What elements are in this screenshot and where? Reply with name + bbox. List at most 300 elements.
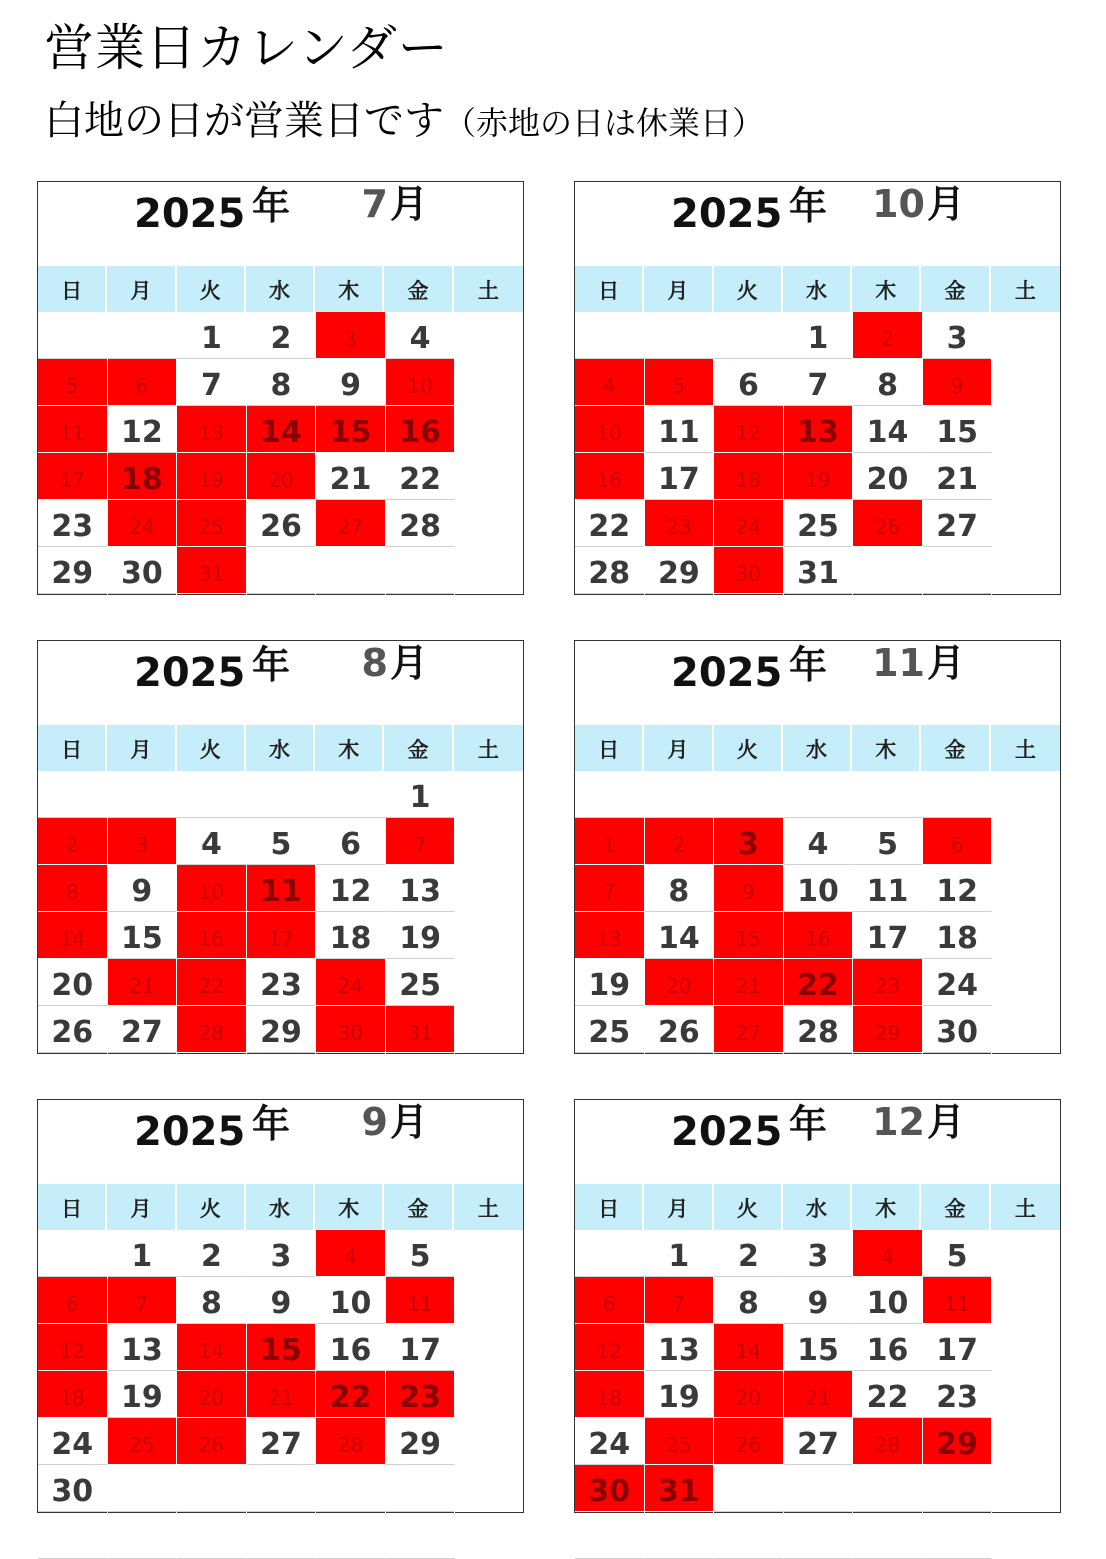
- day-cell: 29: [38, 547, 108, 594]
- weekday-label: 土: [477, 279, 499, 303]
- weekday-label: 火: [714, 725, 783, 771]
- weekday-label: 日: [575, 1184, 644, 1230]
- day-cell: 4: [784, 818, 854, 865]
- empty-cell: [247, 1512, 317, 1559]
- empty-cell: [853, 1512, 923, 1559]
- day-cell: 11: [645, 406, 715, 453]
- weekday-label: 金: [384, 725, 453, 771]
- empty-cell: [923, 771, 993, 818]
- empty-cell: [923, 594, 993, 641]
- day-cell: 5: [853, 818, 923, 865]
- weekday-label: 土: [1014, 279, 1036, 303]
- weekday-label: 金: [384, 266, 453, 312]
- empty-cell: [108, 1512, 178, 1559]
- day-cell: 23: [923, 1371, 993, 1418]
- closed-day-cell: 18: [38, 1371, 108, 1418]
- calendar-month-suffix: 月: [390, 1100, 429, 1144]
- day-cell: 19: [645, 1371, 715, 1418]
- closed-day-cell: 20: [645, 959, 715, 1006]
- empty-cell: [316, 547, 386, 594]
- calendar-year: 2025: [134, 650, 246, 696]
- weekday-label: 水: [783, 1184, 852, 1230]
- closed-day-cell: 16: [177, 912, 247, 959]
- day-cell: 18: [316, 912, 386, 959]
- closed-day-cell: 15: [316, 406, 386, 453]
- weekday-label: 木: [852, 725, 921, 771]
- empty-cell: [784, 1512, 854, 1559]
- closed-day-cell: 4: [575, 359, 645, 406]
- weekday-label: 日: [38, 1184, 107, 1230]
- closed-day-cell: 23: [853, 959, 923, 1006]
- empty-cell: [575, 1053, 645, 1100]
- weekday-label: 金: [921, 725, 990, 771]
- empty-cell: [247, 594, 317, 641]
- weekday-label: 水: [783, 725, 852, 771]
- day-cell: 19: [575, 959, 645, 1006]
- empty-cell: [38, 312, 108, 359]
- empty-cell: [177, 1512, 247, 1559]
- calendar-month: 10: [872, 182, 925, 226]
- day-cell: 13: [386, 865, 456, 912]
- closed-day-cell: 30: [316, 1006, 386, 1053]
- day-cell: 5: [923, 1230, 993, 1277]
- closed-day-cell: 24: [316, 959, 386, 1006]
- day-cell: 13: [645, 1324, 715, 1371]
- day-cell: 5: [247, 818, 317, 865]
- day-cell: 20: [853, 453, 923, 500]
- closed-day-cell: 2: [38, 818, 108, 865]
- day-cell: 9: [247, 1277, 317, 1324]
- empty-cell: [853, 1053, 923, 1100]
- day-cell: 19: [108, 1371, 178, 1418]
- page-title: 営業日カレンダー: [44, 19, 449, 77]
- closed-day-cell: 16: [386, 406, 456, 453]
- closed-day-cell: 16: [575, 453, 645, 500]
- empty-cell: [38, 1230, 108, 1277]
- weekday-header-row: [38, 266, 523, 312]
- empty-cell: [38, 771, 108, 818]
- closed-day-cell: 6: [575, 1277, 645, 1324]
- day-cell: 28: [386, 500, 456, 547]
- day-cell: 27: [247, 1418, 317, 1465]
- day-cell: 30: [38, 1465, 108, 1512]
- day-cell: 22: [575, 500, 645, 547]
- day-grid: [575, 771, 1060, 1100]
- day-cell: 2: [177, 1230, 247, 1277]
- calendar-month: 11: [872, 641, 925, 685]
- weekday-label: 水: [246, 1184, 315, 1230]
- closed-day-cell: 27: [714, 1006, 784, 1053]
- empty-cell: [853, 547, 923, 594]
- closed-day-cell: 20: [714, 1371, 784, 1418]
- closed-day-cell: 9: [923, 359, 993, 406]
- day-cell: 29: [386, 1418, 456, 1465]
- day-cell: 6: [714, 359, 784, 406]
- closed-day-cell: 13: [177, 406, 247, 453]
- day-cell: 13: [108, 1324, 178, 1371]
- day-cell: 9: [316, 359, 386, 406]
- closed-day-cell: 11: [247, 865, 317, 912]
- closed-day-cell: 3: [108, 818, 178, 865]
- empty-cell: [177, 771, 247, 818]
- empty-cell: [645, 1053, 715, 1100]
- weekday-label: 月: [107, 266, 176, 312]
- closed-day-cell: 4: [316, 1230, 386, 1277]
- day-cell: 12: [316, 865, 386, 912]
- empty-cell: [575, 312, 645, 359]
- closed-day-cell: 17: [247, 912, 317, 959]
- empty-cell: [316, 1465, 386, 1512]
- weekday-header-row: [575, 266, 1060, 312]
- closed-day-cell: 12: [714, 406, 784, 453]
- closed-day-cell: 21: [247, 1371, 317, 1418]
- weekday-label: 水: [246, 266, 315, 312]
- closed-day-cell: 26: [177, 1418, 247, 1465]
- closed-day-cell: 25: [177, 500, 247, 547]
- day-cell: 30: [923, 1006, 993, 1053]
- day-cell: 16: [853, 1324, 923, 1371]
- calendar-month-suffix: 月: [390, 182, 429, 226]
- empty-cell: [386, 1053, 456, 1100]
- day-cell: 7: [177, 359, 247, 406]
- closed-day-cell: 14: [247, 406, 317, 453]
- day-cell: 30: [108, 547, 178, 594]
- closed-day-cell: 10: [386, 359, 456, 406]
- closed-day-cell: 29: [923, 1418, 993, 1465]
- closed-day-cell: 22: [316, 1371, 386, 1418]
- closed-day-cell: 15: [247, 1324, 317, 1371]
- closed-day-cell: 31: [645, 1465, 715, 1512]
- weekday-label: 木: [852, 266, 921, 312]
- day-cell: 3: [784, 1230, 854, 1277]
- day-cell: 29: [247, 1006, 317, 1053]
- empty-cell: [853, 1465, 923, 1512]
- closed-day-cell: 28: [177, 1006, 247, 1053]
- empty-cell: [575, 594, 645, 641]
- closed-day-cell: 3: [316, 312, 386, 359]
- weekday-label: 金: [921, 266, 990, 312]
- closed-day-cell: 28: [316, 1418, 386, 1465]
- closed-day-cell: 18: [575, 1371, 645, 1418]
- closed-day-cell: 1: [575, 818, 645, 865]
- closed-day-cell: 29: [853, 1006, 923, 1053]
- day-cell: 20: [38, 959, 108, 1006]
- calendar-heading: [38, 641, 523, 725]
- weekday-label: 火: [177, 266, 246, 312]
- day-cell: 14: [853, 406, 923, 453]
- closed-day-cell: 28: [853, 1418, 923, 1465]
- day-cell: 17: [386, 1324, 456, 1371]
- closed-day-cell: 10: [575, 406, 645, 453]
- day-cell: 3: [923, 312, 993, 359]
- calendar-year: 2025: [134, 191, 246, 237]
- empty-cell: [386, 547, 456, 594]
- day-cell: 4: [177, 818, 247, 865]
- empty-cell: [784, 771, 854, 818]
- weekday-label: 月: [644, 1184, 713, 1230]
- empty-cell: [784, 1053, 854, 1100]
- weekday-label: 日: [38, 266, 107, 312]
- closed-day-cell: 22: [784, 959, 854, 1006]
- closed-day-cell: 7: [108, 1277, 178, 1324]
- empty-cell: [575, 1512, 645, 1559]
- calendar-year-suffix: 年: [252, 1102, 291, 1146]
- weekday-header-row: [38, 1184, 523, 1230]
- calendar-month: 9: [361, 1100, 388, 1144]
- day-cell: 28: [575, 547, 645, 594]
- empty-cell: [108, 771, 178, 818]
- weekday-label: 日: [575, 266, 644, 312]
- weekday-label: 土: [1014, 738, 1036, 762]
- empty-cell: [247, 771, 317, 818]
- closed-day-cell: 18: [714, 453, 784, 500]
- subtitle-note: （赤地の日は休業日）: [444, 104, 765, 142]
- weekday-label: 月: [644, 725, 713, 771]
- weekday-label: 木: [315, 1184, 384, 1230]
- weekday-label: 月: [107, 1184, 176, 1230]
- empty-cell: [853, 771, 923, 818]
- closed-day-cell: 13: [575, 912, 645, 959]
- closed-day-cell: 12: [575, 1324, 645, 1371]
- weekday-label: 火: [177, 725, 246, 771]
- weekday-label: 月: [644, 266, 713, 312]
- closed-day-cell: 23: [645, 500, 715, 547]
- subtitle-main: 白地の日が営業日です: [44, 98, 444, 144]
- weekday-label: 火: [714, 1184, 783, 1230]
- closed-day-cell: 3: [714, 818, 784, 865]
- closed-day-cell: 21: [714, 959, 784, 1006]
- closed-day-cell: 31: [386, 1006, 456, 1053]
- empty-cell: [645, 312, 715, 359]
- empty-cell: [784, 1465, 854, 1512]
- day-cell: 15: [108, 912, 178, 959]
- empty-cell: [575, 1230, 645, 1277]
- closed-day-cell: 9: [714, 865, 784, 912]
- day-cell: 26: [38, 1006, 108, 1053]
- empty-cell: [247, 1053, 317, 1100]
- weekday-label: 土: [477, 1197, 499, 1221]
- weekday-label: 木: [315, 266, 384, 312]
- closed-day-cell: 4: [853, 1230, 923, 1277]
- day-cell: 25: [575, 1006, 645, 1053]
- day-cell: 7: [784, 359, 854, 406]
- closed-day-cell: 24: [714, 500, 784, 547]
- closed-day-cell: 25: [645, 1418, 715, 1465]
- calendar-month: 7: [361, 182, 388, 226]
- closed-day-cell: 21: [784, 1371, 854, 1418]
- empty-cell: [177, 1053, 247, 1100]
- day-cell: 9: [108, 865, 178, 912]
- weekday-header-row: [575, 725, 1060, 771]
- day-cell: 21: [923, 453, 993, 500]
- closed-day-cell: 19: [177, 453, 247, 500]
- empty-cell: [38, 594, 108, 641]
- calendar-year-suffix: 年: [252, 643, 291, 687]
- empty-cell: [108, 312, 178, 359]
- day-cell: 23: [38, 500, 108, 547]
- day-cell: 2: [714, 1230, 784, 1277]
- day-cell: 22: [386, 453, 456, 500]
- day-cell: 26: [247, 500, 317, 547]
- closed-day-cell: 6: [108, 359, 178, 406]
- closed-day-cell: 14: [38, 912, 108, 959]
- closed-day-cell: 12: [38, 1324, 108, 1371]
- closed-day-cell: 15: [714, 912, 784, 959]
- empty-cell: [177, 1465, 247, 1512]
- day-cell: 17: [853, 912, 923, 959]
- day-cell: 22: [853, 1371, 923, 1418]
- closed-day-cell: 26: [853, 500, 923, 547]
- day-cell: 24: [575, 1418, 645, 1465]
- day-cell: 15: [923, 406, 993, 453]
- weekday-label: 水: [246, 725, 315, 771]
- empty-cell: [714, 1512, 784, 1559]
- closed-day-cell: 7: [575, 865, 645, 912]
- empty-cell: [247, 1465, 317, 1512]
- calendar-year: 2025: [134, 1109, 246, 1155]
- empty-cell: [923, 547, 993, 594]
- weekday-label: 日: [575, 725, 644, 771]
- weekday-label: 木: [852, 1184, 921, 1230]
- closed-day-cell: 27: [316, 500, 386, 547]
- day-cell: 5: [386, 1230, 456, 1277]
- calendar-month: 12: [872, 1100, 925, 1144]
- empty-cell: [923, 1053, 993, 1100]
- day-cell: 26: [645, 1006, 715, 1053]
- calendar-year-suffix: 年: [252, 184, 291, 228]
- calendar-heading: [38, 182, 523, 266]
- month-calendar: [574, 1099, 1061, 1513]
- empty-cell: [38, 1053, 108, 1100]
- calendar-year-suffix: 年: [789, 184, 828, 228]
- day-cell: 8: [853, 359, 923, 406]
- weekday-header-row: [38, 725, 523, 771]
- calendar-month-suffix: 月: [927, 182, 966, 226]
- day-grid: [575, 1230, 1060, 1559]
- closed-day-cell: 30: [714, 547, 784, 594]
- closed-day-cell: 11: [923, 1277, 993, 1324]
- weekday-label: 土: [477, 738, 499, 762]
- day-cell: 21: [316, 453, 386, 500]
- closed-day-cell: 2: [853, 312, 923, 359]
- empty-cell: [108, 594, 178, 641]
- weekday-label: 日: [38, 725, 107, 771]
- day-cell: 6: [316, 818, 386, 865]
- day-cell: 17: [645, 453, 715, 500]
- day-cell: 8: [177, 1277, 247, 1324]
- month-calendar: [574, 181, 1061, 595]
- calendar-month: 8: [361, 641, 388, 685]
- day-cell: 16: [316, 1324, 386, 1371]
- empty-cell: [108, 1053, 178, 1100]
- closed-day-cell: 16: [784, 912, 854, 959]
- empty-cell: [316, 1512, 386, 1559]
- closed-day-cell: 7: [386, 818, 456, 865]
- closed-day-cell: 5: [645, 359, 715, 406]
- closed-day-cell: 6: [923, 818, 993, 865]
- empty-cell: [714, 1053, 784, 1100]
- closed-day-cell: 13: [784, 406, 854, 453]
- empty-cell: [386, 1465, 456, 1512]
- day-cell: 14: [645, 912, 715, 959]
- closed-day-cell: 18: [108, 453, 178, 500]
- day-cell: 1: [108, 1230, 178, 1277]
- empty-cell: [645, 594, 715, 641]
- closed-day-cell: 24: [108, 500, 178, 547]
- day-grid: [575, 312, 1060, 641]
- day-cell: 15: [784, 1324, 854, 1371]
- weekday-label: 木: [315, 725, 384, 771]
- day-cell: 31: [784, 547, 854, 594]
- closed-day-cell: 22: [177, 959, 247, 1006]
- weekday-header-row: [575, 1184, 1060, 1230]
- day-cell: 10: [853, 1277, 923, 1324]
- closed-day-cell: 17: [38, 453, 108, 500]
- weekday-label: 水: [783, 266, 852, 312]
- day-cell: 24: [38, 1418, 108, 1465]
- closed-day-cell: 11: [38, 406, 108, 453]
- closed-day-cell: 6: [38, 1277, 108, 1324]
- closed-day-cell: 31: [177, 547, 247, 594]
- empty-cell: [714, 594, 784, 641]
- closed-day-cell: 23: [386, 1371, 456, 1418]
- closed-day-cell: 25: [108, 1418, 178, 1465]
- weekday-label: 火: [714, 266, 783, 312]
- day-cell: 27: [923, 500, 993, 547]
- calendar-heading: [575, 641, 1060, 725]
- day-cell: 25: [386, 959, 456, 1006]
- empty-cell: [386, 594, 456, 641]
- empty-cell: [645, 1512, 715, 1559]
- day-cell: 24: [923, 959, 993, 1006]
- month-calendar: [574, 640, 1061, 1054]
- calendar-month-suffix: 月: [927, 641, 966, 685]
- empty-cell: [714, 1465, 784, 1512]
- empty-cell: [177, 594, 247, 641]
- closed-day-cell: 7: [645, 1277, 715, 1324]
- calendar-heading: [575, 182, 1060, 266]
- day-grid: [38, 312, 523, 641]
- month-calendar: [37, 640, 524, 1054]
- empty-cell: [386, 1512, 456, 1559]
- closed-day-cell: 10: [177, 865, 247, 912]
- calendar-month-suffix: 月: [927, 1100, 966, 1144]
- day-cell: 12: [108, 406, 178, 453]
- day-cell: 23: [247, 959, 317, 1006]
- day-cell: 18: [923, 912, 993, 959]
- empty-cell: [575, 771, 645, 818]
- closed-day-cell: 26: [714, 1418, 784, 1465]
- weekday-label: 火: [177, 1184, 246, 1230]
- day-cell: 1: [645, 1230, 715, 1277]
- calendar-year: 2025: [671, 1109, 783, 1155]
- day-cell: 8: [645, 865, 715, 912]
- calendar-heading: [575, 1100, 1060, 1184]
- month-calendar: [37, 1099, 524, 1513]
- weekday-label: 金: [921, 1184, 990, 1230]
- calendar-year-suffix: 年: [789, 1102, 828, 1146]
- closed-day-cell: 14: [714, 1324, 784, 1371]
- day-grid: [38, 1230, 523, 1559]
- day-grid: [38, 771, 523, 1100]
- day-cell: 1: [784, 312, 854, 359]
- empty-cell: [714, 312, 784, 359]
- closed-day-cell: 2: [645, 818, 715, 865]
- empty-cell: [714, 771, 784, 818]
- closed-day-cell: 20: [247, 453, 317, 500]
- day-cell: 10: [784, 865, 854, 912]
- empty-cell: [38, 1512, 108, 1559]
